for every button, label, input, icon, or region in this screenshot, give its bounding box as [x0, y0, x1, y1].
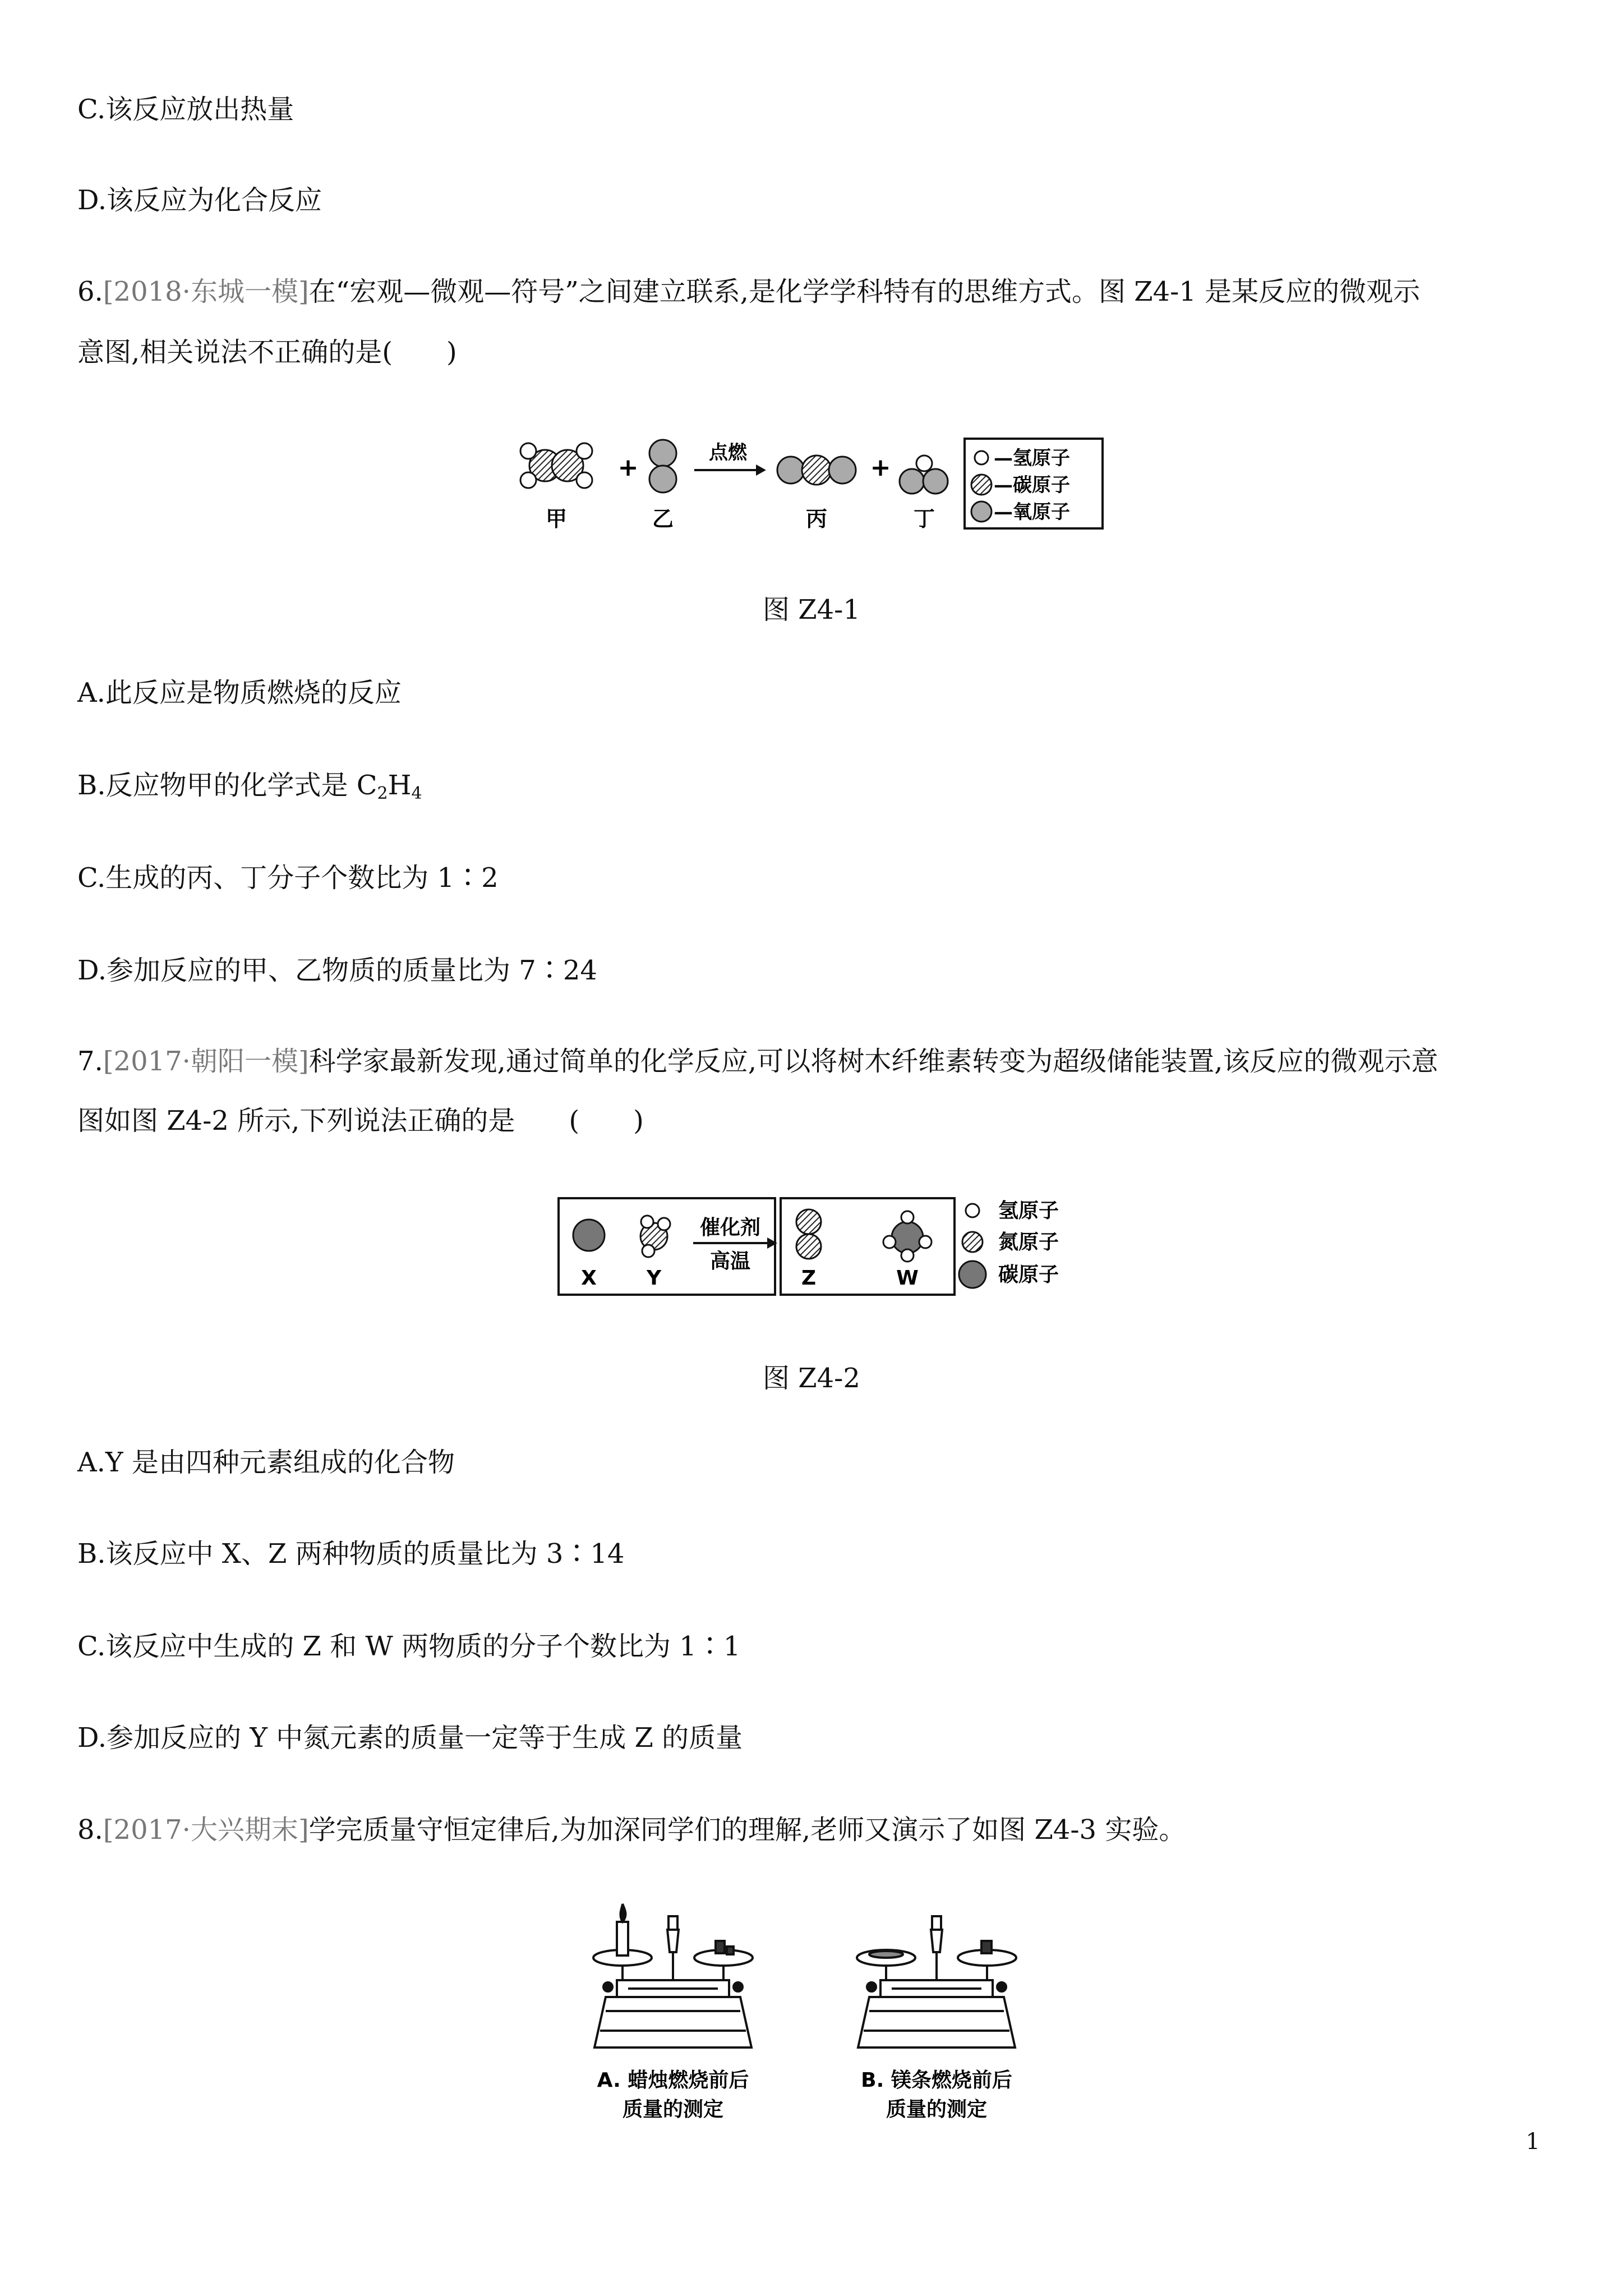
label-z: Z — [801, 1267, 817, 1290]
molecule-bing — [777, 455, 856, 485]
question-7-option-c: C.该反应中生成的 Z 和 W 两物质的分子个数比为 1∶1 — [77, 1631, 741, 1662]
caption-b-line-2: 质量的测定 — [886, 2098, 988, 2121]
question-8-text: 学完质量守恒定律后,为加深同学们的理解,老师又演示了如图 Z4-3 实验。 — [308, 1814, 1186, 1846]
caption-z4-2: 图 Z4-2 — [763, 1363, 860, 1394]
question-7-option-a: A.Y 是由四种元素组成的化合物 — [77, 1447, 455, 1478]
question-6-option-d: D.参加反应的甲、乙物质的质量比为 7∶24 — [77, 955, 597, 986]
label-ding: 丁 — [913, 507, 935, 531]
molecule-x — [573, 1220, 605, 1251]
condition-ignite: 点燃 — [709, 441, 747, 464]
question-6-number: 6. — [77, 276, 103, 307]
label-x: X — [581, 1267, 597, 1290]
question-7-text-1: 科学家最新发现,通过简单的化学反应,可以将树木纤维素转变为超级储能装置,该反应的微观示意 — [308, 1046, 1438, 1077]
figure-z4-2 — [555, 1195, 1082, 1301]
question-6-text-1: 在“宏观—微观—符号”之间建立联系,是化学学科特有的思维方式。图 Z4-1 是某反应的微观示 — [308, 276, 1421, 307]
question-8-number: 8. — [77, 1814, 103, 1846]
molecule-yi — [649, 440, 676, 493]
caption-a-line-1: A. 蜡烛燃烧前后 — [597, 2069, 749, 2092]
caption-a-line-2: 质量的测定 — [622, 2098, 724, 2121]
carbon-atom-icon — [971, 475, 992, 495]
question-6-line-1 — [77, 275, 1420, 309]
legend-nitrogen: 氮原子 — [998, 1231, 1059, 1254]
label-yi: 乙 — [652, 507, 674, 531]
carbon-atom-icon-2 — [959, 1261, 986, 1288]
page-number: 1 — [1525, 2129, 1540, 2155]
condition-high-temp: 高温 — [709, 1250, 751, 1273]
label-w: W — [896, 1267, 919, 1290]
question-6-option-c: C.生成的丙、丁分子个数比为 1∶2 — [77, 862, 499, 894]
molecule-ding — [900, 455, 948, 494]
plus-sign-2: + — [870, 453, 891, 482]
figure-z4-1 — [516, 438, 1110, 539]
label-jia: 甲 — [545, 507, 568, 531]
figure-z4-3 — [583, 1896, 1077, 2137]
molecule-jia — [520, 443, 592, 488]
hydrogen-atom-icon-2 — [966, 1204, 979, 1217]
label-bing: 丙 — [805, 507, 828, 531]
question-7-option-d: D.参加反应的 Y 中氮元素的质量一定等于生成 Z 的质量 — [77, 1722, 743, 1754]
option-c-q5: C.该反应放出热量 — [77, 94, 294, 125]
legend-oxygen: —氧原子 — [994, 501, 1070, 523]
condition-catalyst: 催化剂 — [699, 1216, 761, 1239]
balance-a — [593, 1904, 753, 2047]
question-6-line-2: 意图,相关说法不正确的是( ) — [77, 337, 457, 368]
legend-hydrogen: —氢原子 — [994, 447, 1070, 470]
legend-carbon-2: 碳原子 — [998, 1263, 1059, 1286]
question-7-source: [2017·朝阳一模] — [103, 1046, 309, 1077]
question-7-number: 7. — [77, 1046, 103, 1077]
question-7-line-1 — [77, 1045, 1438, 1078]
legend-carbon: —碳原子 — [994, 474, 1070, 496]
caption-z4-1: 图 Z4-1 — [763, 594, 860, 625]
balance-b — [857, 1916, 1016, 2047]
nitrogen-atom-icon — [962, 1232, 983, 1252]
label-y: Y — [646, 1267, 662, 1290]
legend-hydrogen-2: 氢原子 — [998, 1199, 1059, 1222]
question-7-line-2: 图如图 Z4-2 所示,下列说法正确的是 ( ) — [77, 1105, 644, 1137]
question-8-line — [77, 1813, 1186, 1847]
question-7-option-b: B.该反应中 X、Z 两种物质的质量比为 3∶14 — [77, 1538, 625, 1570]
oxygen-atom-icon — [971, 501, 992, 522]
plus-sign-1: + — [617, 453, 639, 482]
question-6-option-a: A.此反应是物质燃烧的反应 — [77, 677, 402, 708]
option-d-q5: D.该反应为化合反应 — [77, 185, 322, 216]
question-6-option-b: B.反应物甲的化学式是 $C_2H_4$ — [77, 770, 422, 803]
question-8-source: [2017·大兴期末] — [103, 1814, 309, 1846]
hydrogen-atom-icon — [975, 451, 988, 464]
question-6-source: [2018·东城一模] — [103, 276, 309, 307]
caption-b-line-1: B. 镁条燃烧前后 — [861, 2069, 1012, 2092]
